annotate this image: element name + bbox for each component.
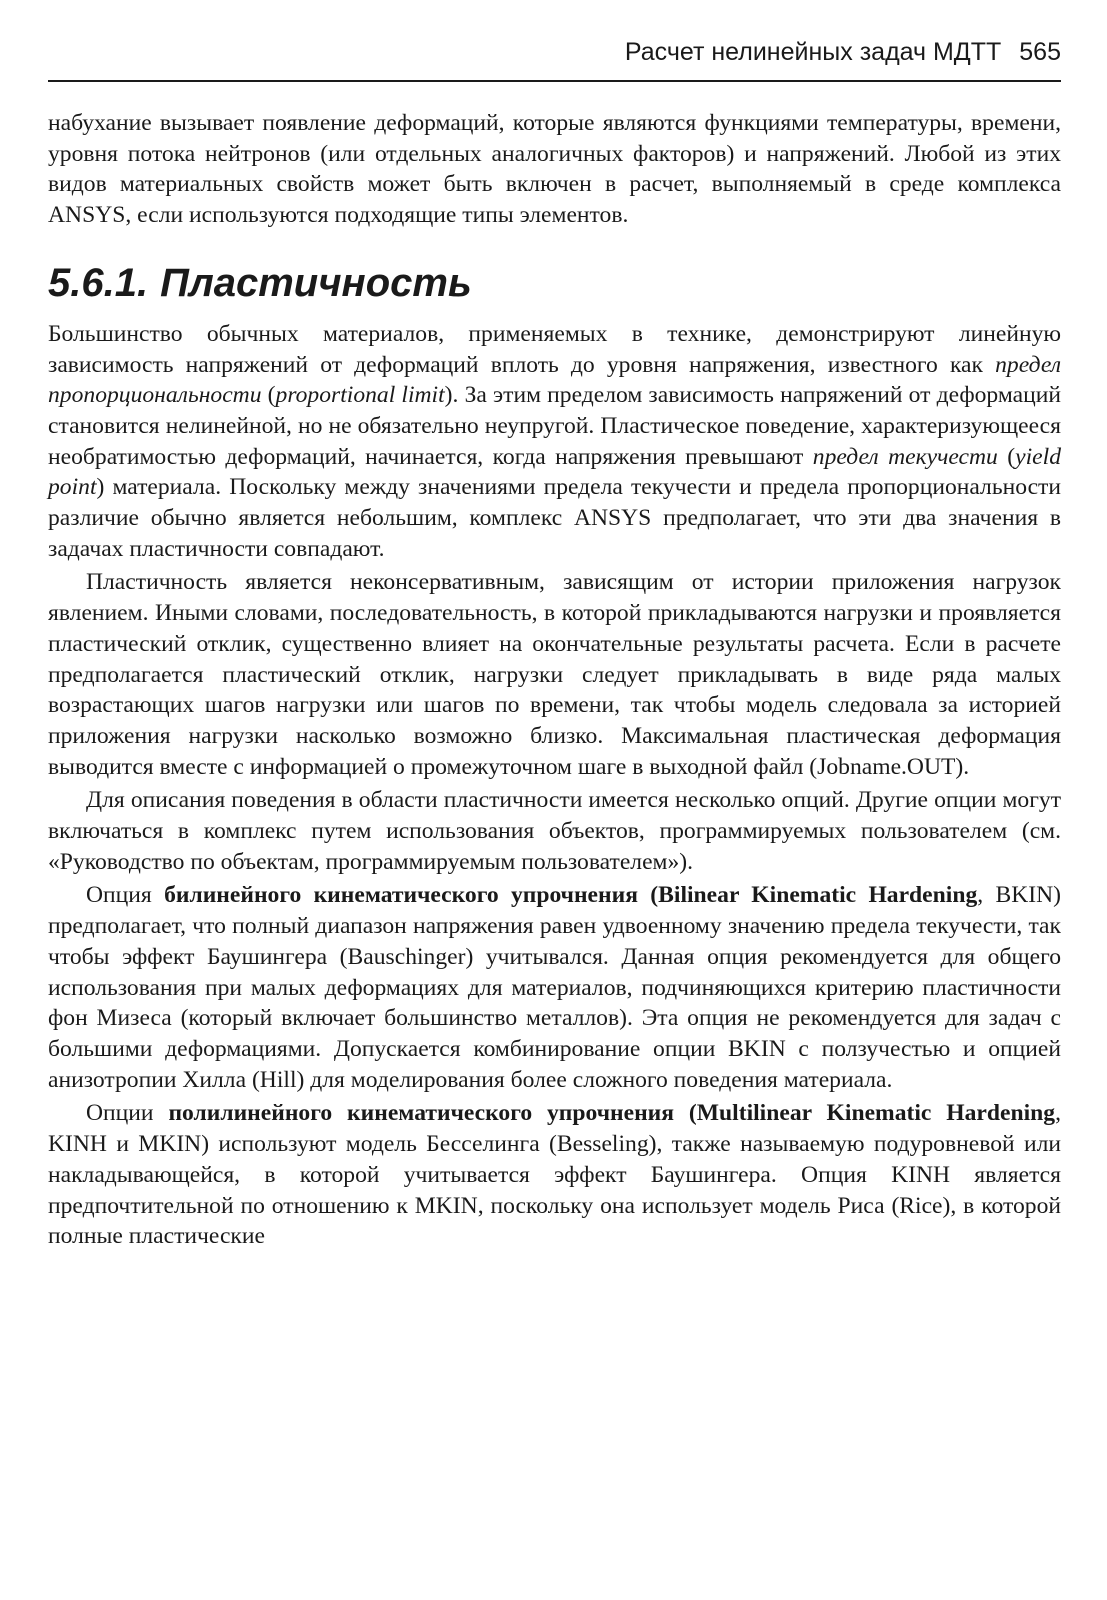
intro-paragraph: набухание вызывает появление деформаций, которые являются функциями температуры, времени, уровня потока нейтронов (или отдельных аналогичных факторов) и напряжений. Любой из этих видов материальных свойств может быть включен в расчет, выполняемый в среде комплекса ANSYS, если используются подходящие типы элементов.	[48, 110, 1061, 229]
text-run: , KINH и MKIN) используют модель Бесселинга (Besseling), также называемую подуровневой или накладывающейся, в которой учитывается эффект Баушингера. Опция KINH является предпочтительной по отношению к MKIN, поскольку она использует модель Риса (Rice), в которой полные пластические	[48, 1100, 1061, 1250]
term-proportional-limit: предел пропорциональности	[48, 351, 1061, 409]
header-rule	[48, 80, 1061, 82]
term-multilinear: полилинейного кинематического упрочнения (Multilinear Kinematic Hardening	[168, 1100, 1056, 1127]
running-header	[625, 38, 1061, 67]
text-run: Опции	[86, 1100, 169, 1127]
page-number: 565	[1019, 38, 1061, 66]
text-run: ) материала. Поскольку между значениями предела текучести и предела пропорциональности различие обычно является небольшим, комплекс ANSYS предполагает, что эти два значения в задачах пластичности совпадают.	[48, 474, 1061, 562]
term-proportional-limit-en: proportional limit	[275, 382, 445, 409]
section-title: Пластичность	[160, 260, 472, 305]
paragraph-load-history: Пластичность является неконсервативным, зависящим от истории приложения нагрузок явлением. Иными словами, последовательность, в которой прикладываются нагрузки и проявляется пластический отклик, существенно влияет на окончательные результаты расчета. Если в расчете предполагается пластический отклик, нагрузки следует прикладывать в виде ряда малых возрастающих шагов нагрузки или шагов по времени, так чтобы модель следовала за историей приложения нагрузки насколько возможно близко. Максимальная пластическая деформация выводится вместе с информацией о промежуточном шаге в выходной файл (Jobname.OUT).	[48, 569, 1061, 780]
term-yield-point-en: yield point	[48, 443, 1061, 501]
text-run: ). За этим пределом зависимость напряжений от деформаций становится нелинейной, но не обязательно неупругой. Пластическое поведение, характеризующееся необратимостью деформаций, начинается, когда напряжения превышают	[48, 382, 1061, 470]
text-run: Большинство обычных материалов, применяемых в технике, демонстрируют линейную зависимость напряжений от деформаций вплоть до уровня напряжения, известного как	[48, 320, 1061, 378]
text-run: , BKIN) предполагает, что полный диапазон напряжения равен удвоенному значению предела текучести, так чтобы эффект Баушингера (Bauschinger) учитывался. Данная опция рекомендуется для общего использования при малых деформациях для материалов, подчиняющихся критерию пластичности фон Мизеса (который включает большинство металлов). Эта опция не рекомендуется для задач с большими деформациями. Допускается комбинирование опции BKIN с ползучестью и опцией анизотропии Хилла (Hill) для моделирования более сложного поведения материала.	[48, 882, 1061, 1093]
text-run: (	[261, 382, 276, 409]
text-run: Опция	[86, 882, 165, 909]
section-heading	[48, 261, 1061, 305]
term-bkin: билинейного кинематического упрочнения (Bilinear Kinematic Hardening	[164, 882, 978, 909]
term-yield-point: предел текучести	[812, 443, 998, 470]
body-text	[48, 108, 1061, 1255]
paragraph-bkin	[48, 880, 1061, 1095]
section-number: 5.6.1.	[48, 260, 149, 305]
paragraph-multilinear	[48, 1098, 1061, 1252]
paragraph-plasticity-options: Для описания поведения в области пластичности имеется несколько опций. Другие опции могут включаться в комплекс путем использования объектов, программируемых пользователем (см. «Руководство по объектам, программируемым пользователем»).	[48, 787, 1061, 875]
running-header-title: Расчет нелинейных задач МДТТ	[624, 38, 1002, 66]
book-page	[48, 0, 1061, 1600]
text-run: (	[997, 443, 1016, 470]
paragraph-plasticity-definition	[48, 319, 1061, 565]
